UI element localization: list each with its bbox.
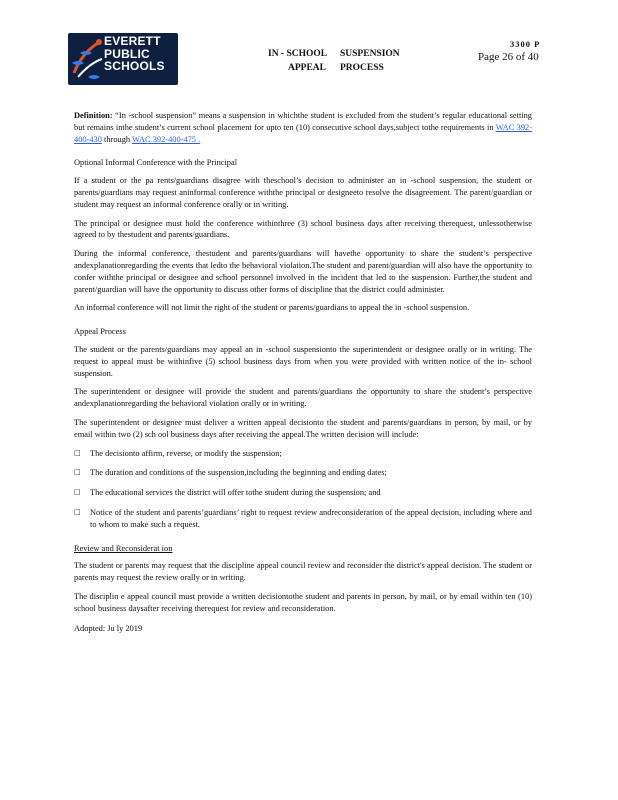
list-item-text: Notice of the student and parents’guardians’ right to request review andreconsideration of the appeal decision, including where and to whom to make such a request.	[90, 507, 532, 529]
wac-link-475[interactable]: WAC 392-400-475 .	[132, 134, 201, 144]
paragraph: The student or the parents/guardians may appeal an in -school suspensionto the superintendent or designee orally or in writing. The request to appeal must be withinfive (5) school business days from when you were provided with written notice of the in- school suspension.	[74, 344, 532, 378]
definition-text: “In -school suspension” means a suspension in whichthe student is excluded from the student’s regular educational setting but remains inthe student’s current school placement for upto ten (10) consecutive school days,subject tothe requirements in	[74, 111, 532, 132]
paragraph: The disciplin e appeal council must provide a written decisiontothe student and parents in person, by mail, or by email within ten (10) school business daysafter receiving therequest for review and reconsideration.	[74, 591, 532, 613]
square-bullet-icon: □	[74, 507, 81, 516]
page-number: Page 26 of 40	[478, 51, 539, 63]
logo-line: SCHOOLS	[104, 59, 165, 73]
title-part: PROCESS	[340, 63, 384, 73]
title-part: SUSPENSION	[340, 49, 400, 59]
section-heading-review: Review and Reconsiderat ion	[74, 543, 173, 553]
list-item	[74, 487, 532, 499]
paragraph: The principal or designee must hold the conference withinthree (3) school business days after receiving therequest, unlessotherwise agreed to by thestudent and parents/guardians.	[74, 218, 532, 240]
policy-code: 3300 P	[510, 39, 541, 49]
wac-link-430[interactable]: WAC 392-400-430	[74, 122, 532, 144]
document-body	[74, 110, 532, 634]
section-heading-optional-conference: Optional Informal Conference with the Principal	[74, 158, 238, 168]
district-logo	[68, 33, 178, 85]
section-heading-appeal-process: Appeal Process	[74, 327, 126, 337]
paragraph: During the informal conference, thestudent and parents/guardians will havethe opportunity to share the student’s perspective andexplanationregarding the events that ledto the behavioral violation.The student and parent/guardian will also have the opportunity to confer withthe principal or designee and school personnel involved in the incident that led to the suspension. Further,the student and parent/guardian will have the opportunity to discuss other forms of discipline that the district could administer.	[74, 249, 532, 294]
logo-wordmark	[104, 35, 165, 73]
paragraph: The student or parents may request that the discipline appeal council review and reconsider the district's appeal decision. The student or parents may request the review orally or in writing.	[74, 561, 532, 583]
logo-line: PUBLIC	[104, 46, 150, 61]
square-bullet-icon: □	[74, 448, 81, 457]
paragraph: An informal conference will not limit the right of the student or parents/guardians to appeal the in -school suspension.	[74, 303, 470, 313]
square-bullet-icon: □	[74, 488, 81, 497]
title-part: IN - SCHOOL	[268, 49, 328, 59]
adopted-date: Adopted: Ju ly 2019	[74, 623, 143, 633]
definition-label: Definition:	[74, 111, 113, 120]
square-bullet-icon: □	[74, 468, 81, 477]
definition-text-mid: through	[101, 134, 133, 144]
paragraph: The superintendent or designee will provide the student and parents/guardians the opportunity to share the student’s perspective andexplanationregarding the behavioral violation orally or in writing.	[74, 387, 532, 409]
paragraph: The superintendent or designee must deliver a written appeal decisionto the student and parents/guardians in person, by mail, or by email within two (2) sch ool business days after receiving the appeal.The written decision will include:	[74, 417, 532, 439]
list-item	[74, 448, 532, 460]
list-item-text: The duration and conditions of the suspension,including the beginning and ending dates;	[90, 468, 387, 478]
logo-line: EVERETT	[104, 34, 161, 48]
list-item-text: The educational services the district will offer tothe student during the suspension; and	[90, 488, 381, 498]
page-header-right	[478, 38, 540, 64]
definition-paragraph	[74, 110, 532, 145]
list-item	[74, 507, 532, 531]
list-item	[74, 467, 532, 479]
title-part: APPEAL	[288, 63, 326, 73]
paragraph: If a student or the pa rents/guardians disagree with theschool’s decision to administer an in -school suspension, the student or parents/guardians may request aninformal conference withthe principal or designeeto resolve the disagreement. The parent/guardian or student may request an informal conference orally or in writing.	[74, 176, 532, 209]
list-item-text: The decisionto affirm, reverse, or modify the suspension;	[90, 448, 282, 458]
document-title	[268, 47, 400, 75]
decision-contents-list	[74, 448, 532, 531]
